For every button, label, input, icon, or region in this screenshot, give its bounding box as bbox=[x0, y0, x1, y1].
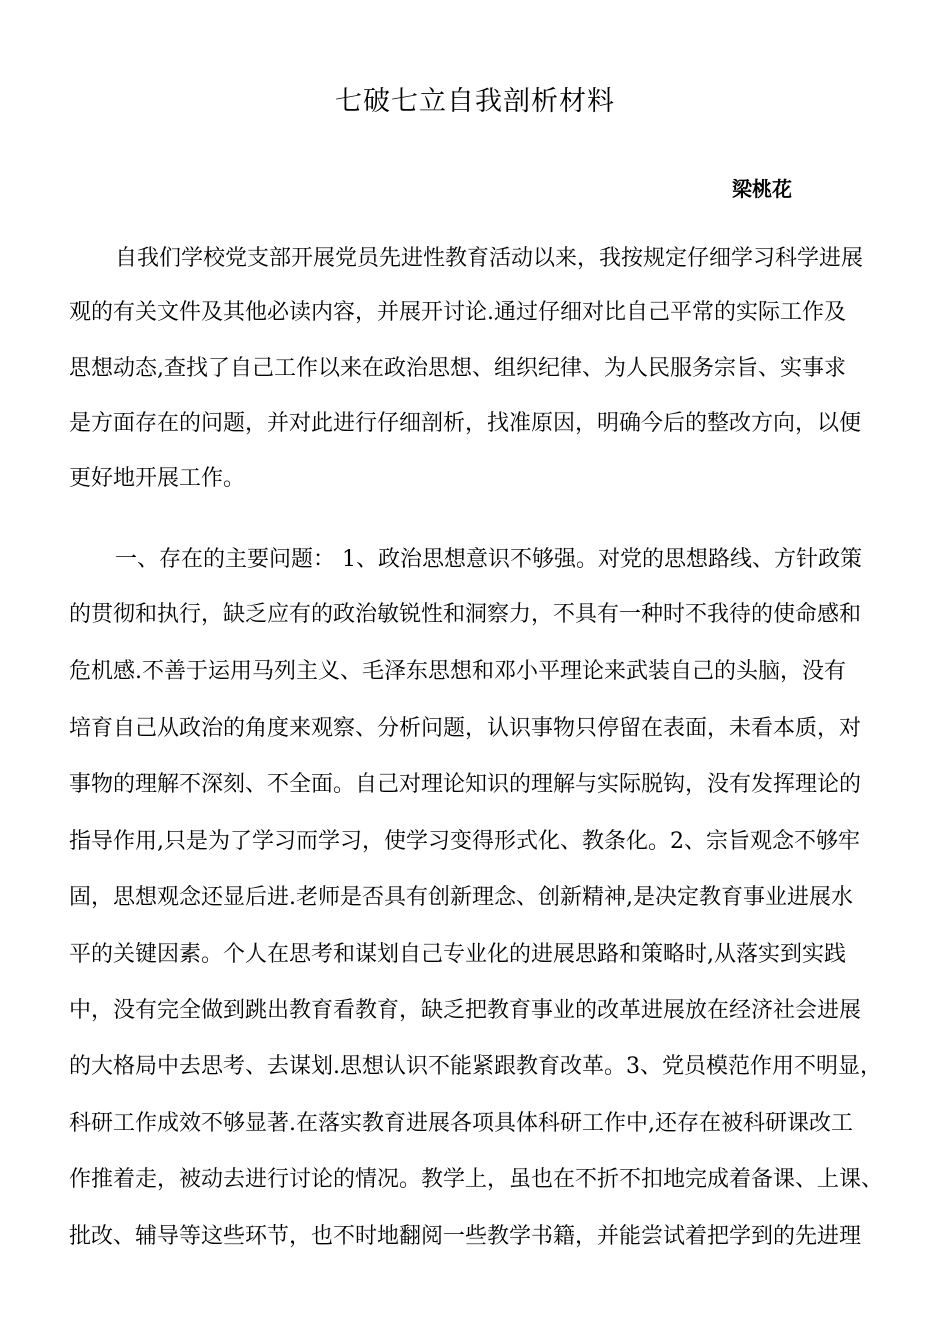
text-line: 的贯彻和执行，缺乏应有的政治敏锐性和洞察力，不具有一种时不我待的使命感和 bbox=[69, 602, 862, 627]
text-line: 指导作用,只是为了学习而学习，使学习变得形式化、教条化。2、宗旨观念不够牢 bbox=[69, 829, 860, 854]
document-title: 七破七立自我剖析材料 bbox=[335, 86, 615, 117]
text-line: 固，思想观念还显后进.老师是否具有创新理念、创新精神,是决定教育事业进展水 bbox=[69, 885, 853, 910]
text-line: 是方面存在的问题，并对此进行仔细剖析，找准原因，明确今后的整改方向，以便 bbox=[69, 411, 862, 436]
text-line: 批改、辅导等这些环节，也不时地翻阅一些教学书籍，并能尝试着把学到的先进理 bbox=[69, 1224, 862, 1249]
text-line: 的大格局中去思考、去谋划.思想认识不能紧跟教育改革。3、党员模范作用不明显， bbox=[69, 1054, 882, 1079]
text-line: 平的关键因素。个人在思考和谋划自己专业化的进展思路和策略时,从落实到实践 bbox=[69, 942, 846, 967]
text-line: 培育自己从政治的角度来观察、分析问题，认识事物只停留在表面，未看本质，对 bbox=[69, 716, 862, 741]
text-line: 中，没有完全做到跳出教育看教育，缺乏把教育事业的改革进展放在经济社会进展 bbox=[69, 998, 862, 1023]
text-line: 事物的理解不深刻、不全面。自己对理论知识的理解与实际脱钩，没有发挥理论的 bbox=[69, 772, 862, 797]
text-line: 更好地开展工作。 bbox=[69, 466, 246, 491]
text-line: 作推着走，被动去进行讨论的情况。教学上，虽也在不折不扣地完成着备课、上课、 bbox=[69, 1167, 884, 1192]
text-line: 自我们学校党支部开展党员先进性教育活动以来，我按规定仔细学习科学进展 bbox=[115, 246, 864, 271]
text-line: 思想动态,查找了自己工作以来在政治思想、组织纪律、为人民服务宗旨、实事求 bbox=[69, 356, 846, 381]
text-line: 危机感.不善于运用马列主义、毛泽东思想和邓小平理论来武装自己的头脑，没有 bbox=[69, 659, 846, 684]
text-line: 观的有关文件及其他必读内容，并展开讨论.通过仔细对比自己平常的实际工作及 bbox=[69, 300, 846, 325]
author-name: 梁桃花 bbox=[732, 177, 792, 201]
text-line: 科研工作成效不够显著.在落实教育进展各项具体科研工作中,还存在被科研课改工 bbox=[69, 1111, 853, 1136]
text-line: 一、存在的主要问题： 1、政治思想意识不够强。对党的思想路线、方针政策 bbox=[115, 547, 862, 572]
